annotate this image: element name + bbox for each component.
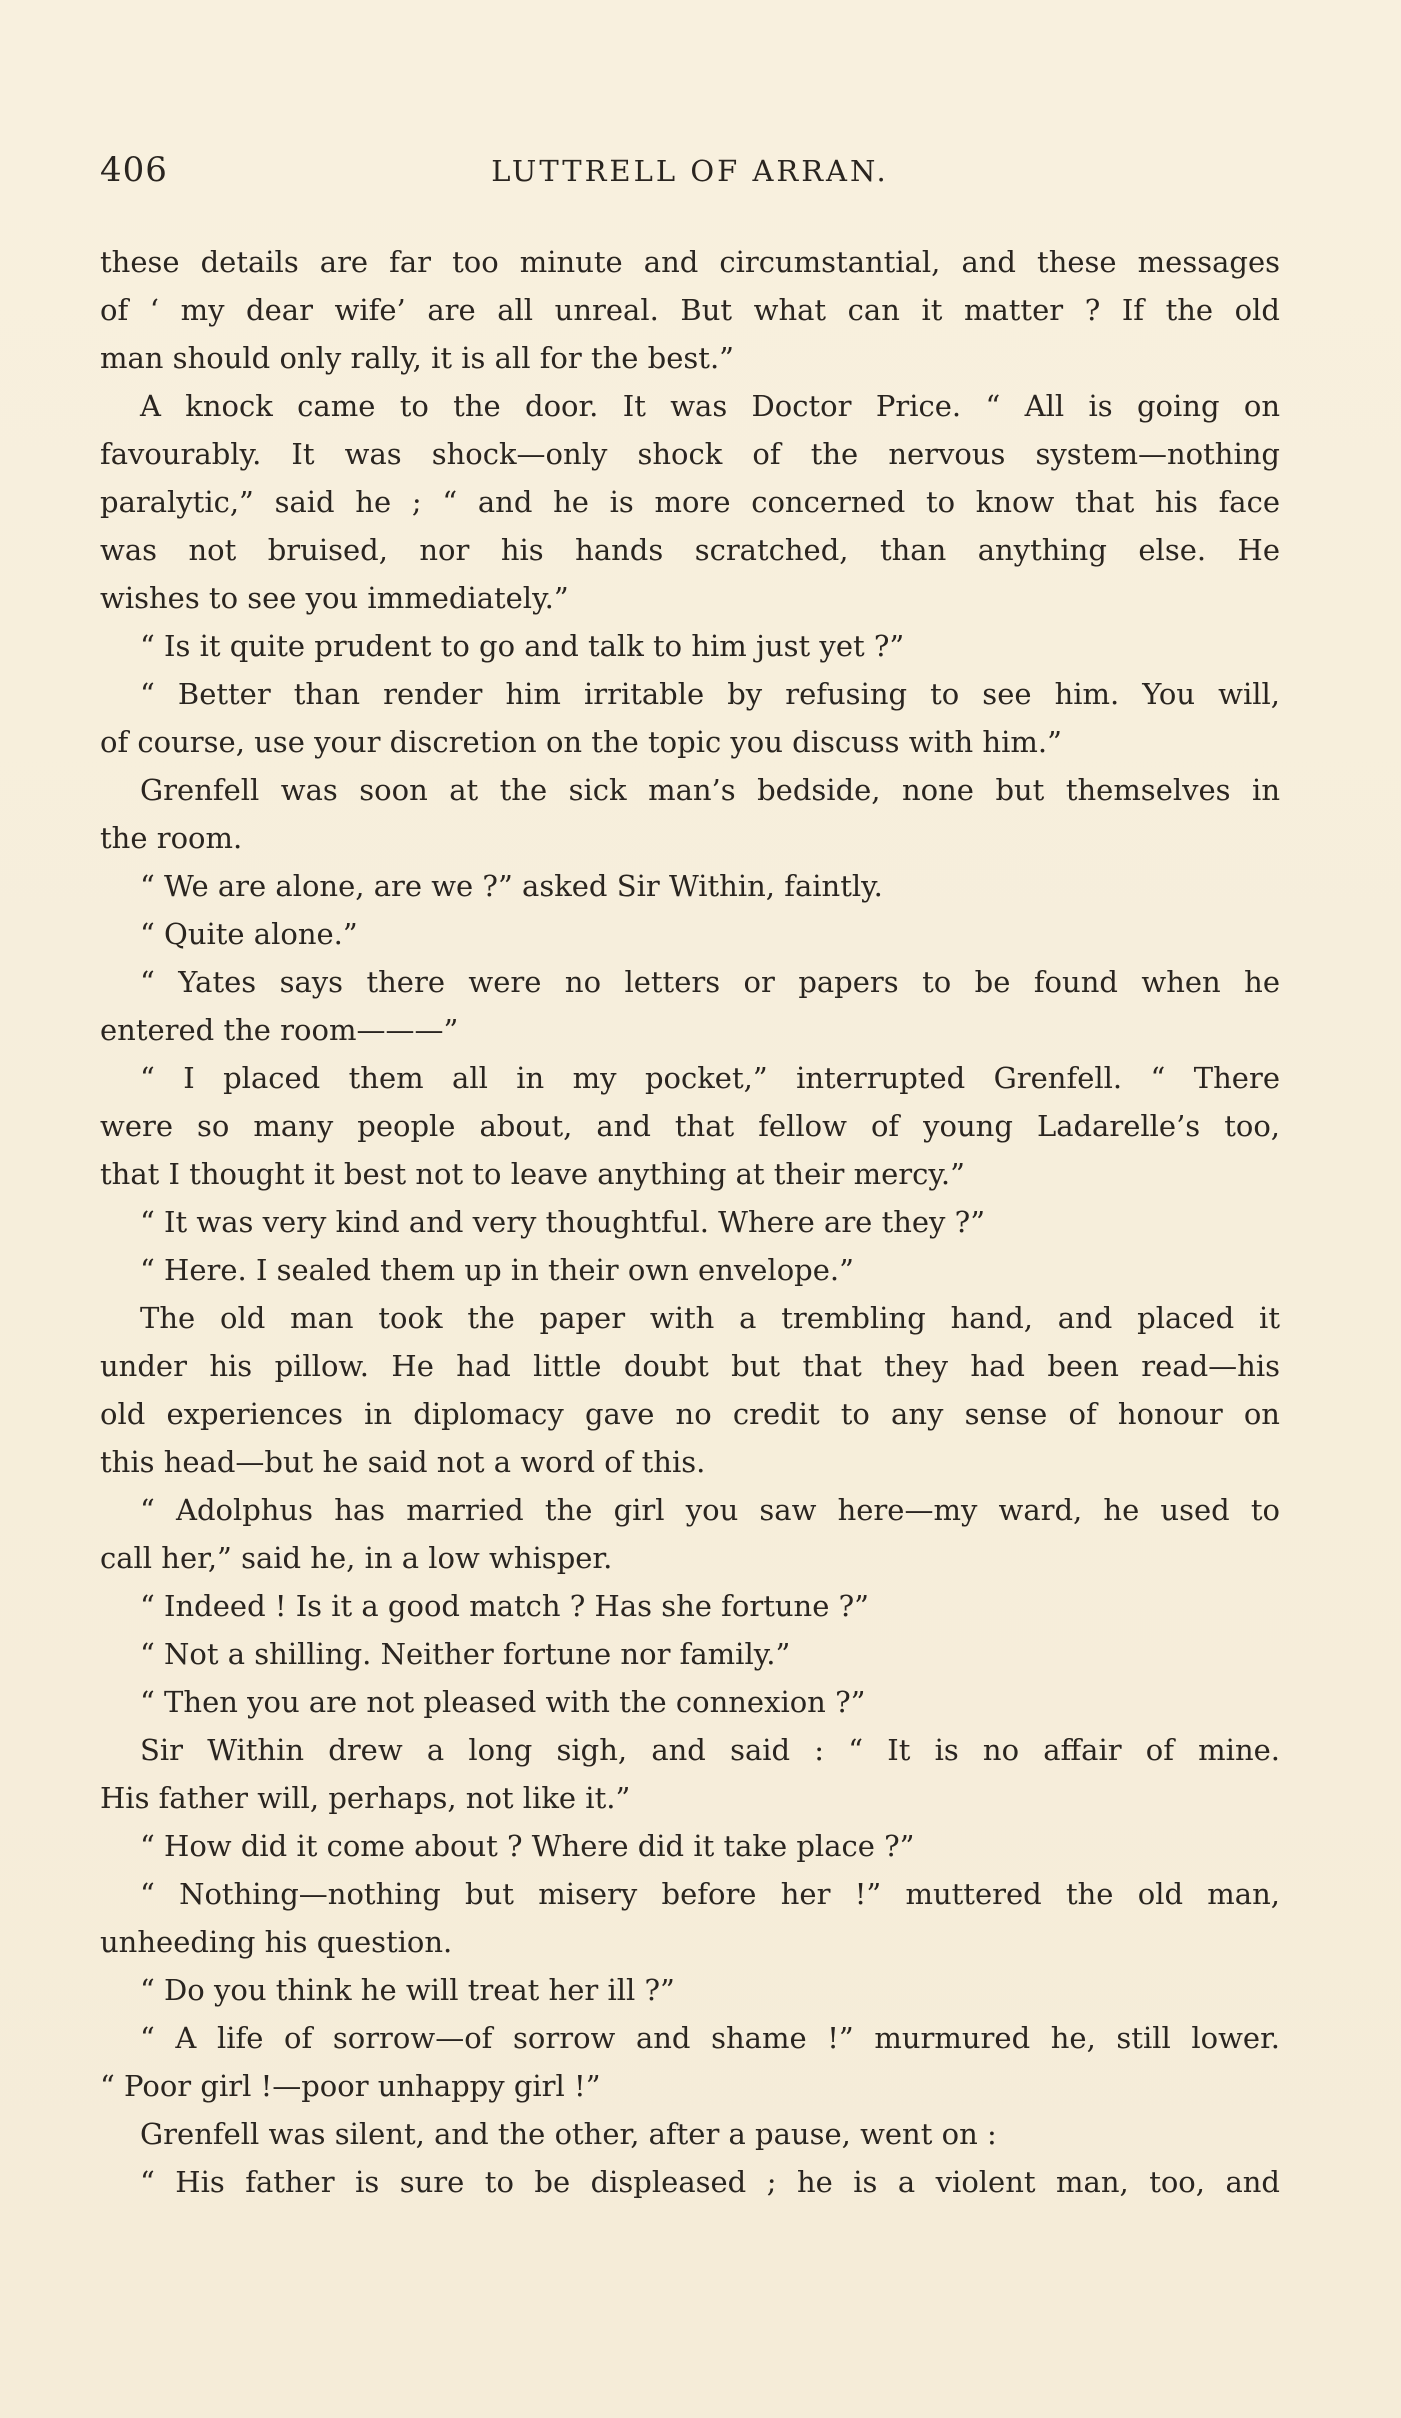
text-line: old experiences in diplomacy gave no credit to any sense of honour on — [100, 1397, 1280, 1431]
text-line: “ His father is sure to be displeased ; he is a violent man, too, and — [140, 2165, 1280, 2199]
text-line: The old man took the paper with a trembling hand, and placed it — [140, 1301, 1280, 1335]
text-line: “ A life of sorrow—of sorrow and shame !” murmured he, still lower. — [140, 2021, 1280, 2055]
text-line: entered the room———” — [100, 1013, 459, 1047]
text-line: “ Yates says there were no letters or papers to be found when he — [140, 965, 1280, 999]
text-line: these details are far too minute and circumstantial, and these messages — [100, 245, 1280, 279]
text-line: was not bruised, nor his hands scratched, than anything else. He — [100, 533, 1280, 567]
text-line: unheeding his question. — [100, 1925, 453, 1959]
text-line: “ It was very kind and very thoughtful. Where are they ?” — [140, 1205, 986, 1239]
text-line: the room. — [100, 821, 243, 855]
text-line: “ Do you think he will treat her ill ?” — [140, 1973, 675, 2007]
text-line: “ Poor girl !—poor unhappy girl !” — [100, 2069, 601, 2103]
text-line: call her,” said he, in a low whisper. — [100, 1541, 613, 1575]
text-line: “ Adolphus has married the girl you saw here—my ward, he used to — [140, 1493, 1280, 1527]
text-line: A knock came to the door. It was Doctor Price. “ All is going on — [140, 389, 1280, 423]
text-line: favourably. It was shock—only shock of the nervous system—nothing — [100, 437, 1280, 471]
text-line: wishes to see you immediately.” — [100, 581, 569, 615]
body-text — [100, 238, 1280, 2206]
page-header — [100, 150, 1280, 200]
text-line: of course, use your discretion on the topic you discuss with him.” — [100, 725, 1062, 759]
text-line: “ Then you are not pleased with the connexion ?” — [140, 1685, 866, 1719]
text-line: Sir Within drew a long sigh, and said : “ It is no affair of mine. — [140, 1733, 1280, 1767]
text-line: “ Not a shilling. Neither fortune nor family.” — [140, 1637, 791, 1671]
text-line: paralytic,” said he ; “ and he is more concerned to know that his face — [100, 485, 1280, 519]
running-head: LUTTRELL OF ARRAN. — [491, 154, 889, 188]
text-line: “ Nothing—nothing but misery before her !” muttered the old man, — [140, 1877, 1280, 1911]
text-line: were so many people about, and that fellow of young Ladarelle’s too, — [100, 1109, 1280, 1143]
text-line: man should only rally, it is all for the best.” — [100, 341, 734, 375]
text-line: His father will, perhaps, not like it.” — [100, 1781, 631, 1815]
text-line: “ Indeed ! Is it a good match ? Has she fortune ?” — [140, 1589, 869, 1623]
text-line: “ Is it quite prudent to go and talk to him just yet ?” — [140, 629, 905, 663]
text-line: this head—but he said not a word of this. — [100, 1445, 706, 1479]
page-number: 406 — [100, 150, 168, 190]
text-line: Grenfell was silent, and the other, after a pause, went on : — [140, 2117, 997, 2151]
text-line: under his pillow. He had little doubt but that they had been read—his — [100, 1349, 1280, 1383]
text-line: “ Better than render him irritable by refusing to see him. You will, — [140, 677, 1280, 711]
text-line: that I thought it best not to leave anything at their mercy.” — [100, 1157, 965, 1191]
text-line: Grenfell was soon at the sick man’s bedside, none but themselves in — [140, 773, 1280, 807]
text-line: “ How did it come about ? Where did it take place ?” — [140, 1829, 915, 1863]
text-line: “ Here. I sealed them up in their own envelope.” — [140, 1253, 854, 1287]
text-line: “ Quite alone.” — [140, 917, 358, 951]
text-line: “ We are alone, are we ?” asked Sir Within, faintly. — [140, 869, 883, 903]
text-line: “ I placed them all in my pocket,” interrupted Grenfell. “ There — [140, 1061, 1280, 1095]
text-line: of ‘ my dear wife’ are all unreal. But what can it matter ? If the old — [100, 293, 1280, 327]
